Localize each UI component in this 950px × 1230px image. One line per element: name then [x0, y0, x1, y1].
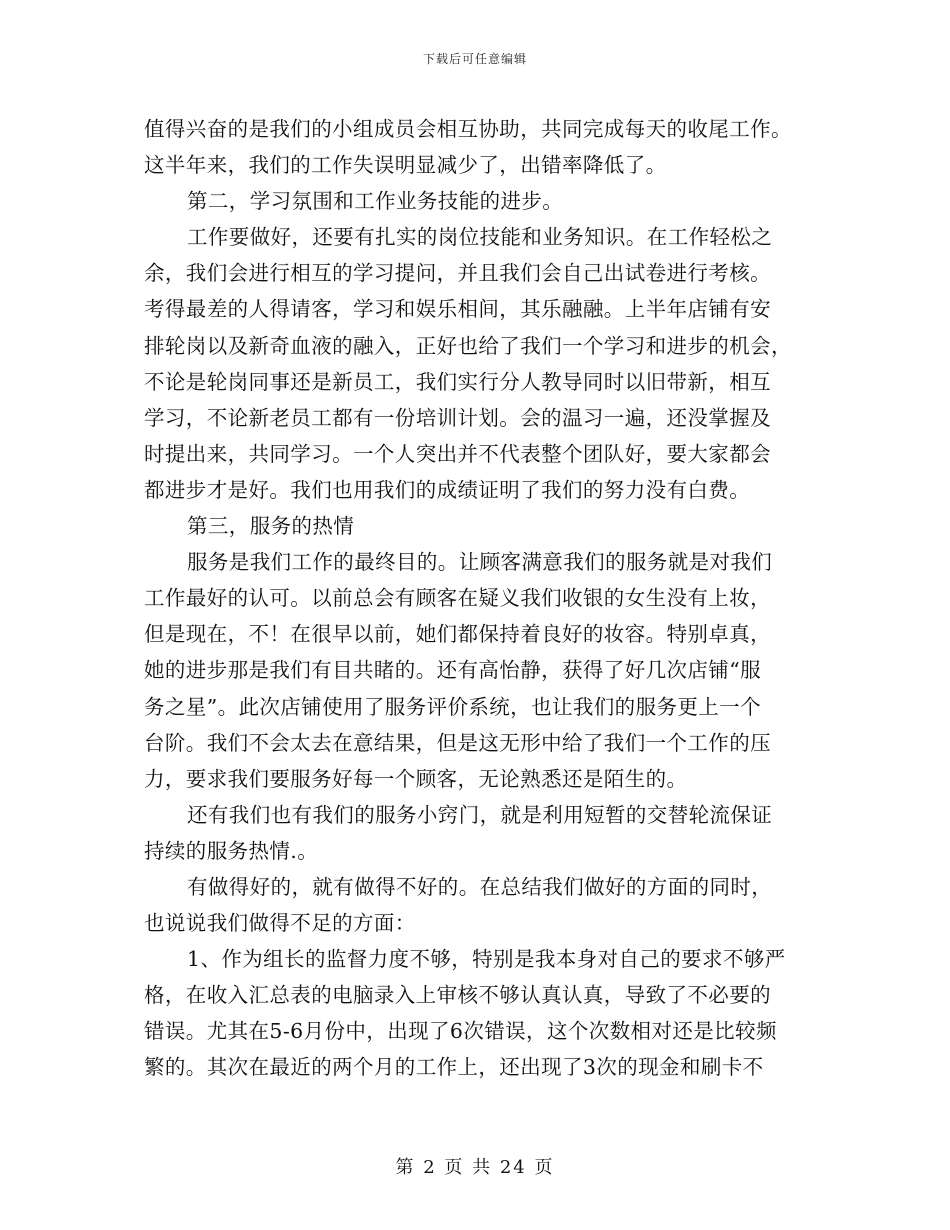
page-header: 下载后可任意编辑: [422, 52, 527, 66]
text-line: 排轮岗以及新奇血液的融入，正好也给了我们一个学习和进步的机会，: [144, 333, 792, 358]
text-line: 她的进步那是我们有目共睹的。还有高怡静，获得了好几次店铺“服: [144, 658, 761, 683]
text-line: 台阶。我们不会太去在意结果，但是这无形中给了我们一个工作的压: [144, 730, 771, 755]
text-line: 第三，服务的热情: [187, 514, 355, 539]
text-line: 持续的服务热情.。: [144, 838, 319, 863]
text-line: 服务是我们工作的最终目的。让顾客满意我们的服务就是对我们: [187, 550, 773, 575]
document-body: [144, 111, 814, 1086]
text-line: 也说说我们做得不足的方面：: [144, 911, 416, 936]
text-line: 格，在收入汇总表的电脑录入上审核不够认真认真，导致了不必要的: [144, 983, 771, 1008]
text-line: 第二，学习氛围和工作业务技能的进步。: [187, 189, 564, 214]
text-line: 余，我们会进行相互的学习提问，并且我们会自己出试卷进行考核。: [144, 261, 771, 286]
text-line: 还有我们也有我们的服务小窍门，就是利用短暂的交替轮流保证: [187, 802, 773, 827]
text-line: 不论是轮岗同事还是新员工，我们实行分人教导同时以旧带新，相互: [144, 369, 771, 394]
text-line: 力，要求我们要服务好每一个顾客，无论熟悉还是陌生的。: [144, 766, 688, 791]
text-line: 学习，不论新老员工都有一份培训计划。会的温习一遍，还没掌握及: [144, 405, 771, 430]
text-line: 值得兴奋的是我们的小组成员会相互协助，共同完成每天的收尾工作。: [144, 117, 792, 141]
text-line: 时提出来，共同学习。一个人突出并不代表整个团队好，要大家都会: [144, 441, 771, 466]
text-line: 这半年来，我们的工作失误明显减少了，出错率降低了。: [144, 153, 667, 178]
text-line: 考得最差的人得请客，学习和娱乐相间，其乐融融。上半年店铺有安: [144, 297, 771, 322]
text-line: 都进步才是好。我们也用我们的成绩证明了我们的努力没有白费。: [144, 477, 751, 502]
text-line: 繁的。其次在最近的两个月的工作上，还出现了3次的现金和刷卡不: [144, 1055, 764, 1080]
page-footer: 第 2 页 共 24 页: [395, 1157, 555, 1178]
text-line: 工作最好的认可。以前总会有顾客在疑义我们收银的女生没有上妆，: [144, 586, 771, 611]
text-line: 但是现在，不！在很早以前，她们都保持着良好的妆容。特别卓真，: [144, 622, 771, 647]
text-line: 错误。尤其在5-6月份中，出现了6次错误，这个次数相对还是比较频: [144, 1019, 777, 1044]
text-line: 有做得好的，就有做得不好的。在总结我们做好的方面的同时，: [187, 874, 773, 899]
text-line: 1、作为组长的监督力度不够，特别是我本身对自己的要求不够严: [187, 947, 786, 972]
text-line: 工作要做好，还要有扎实的岗位技能和业务知识。在工作轻松之: [187, 225, 773, 250]
text-line: 务之星”。此次店铺使用了服务评价系统，也让我们的服务更上一个: [144, 694, 761, 719]
